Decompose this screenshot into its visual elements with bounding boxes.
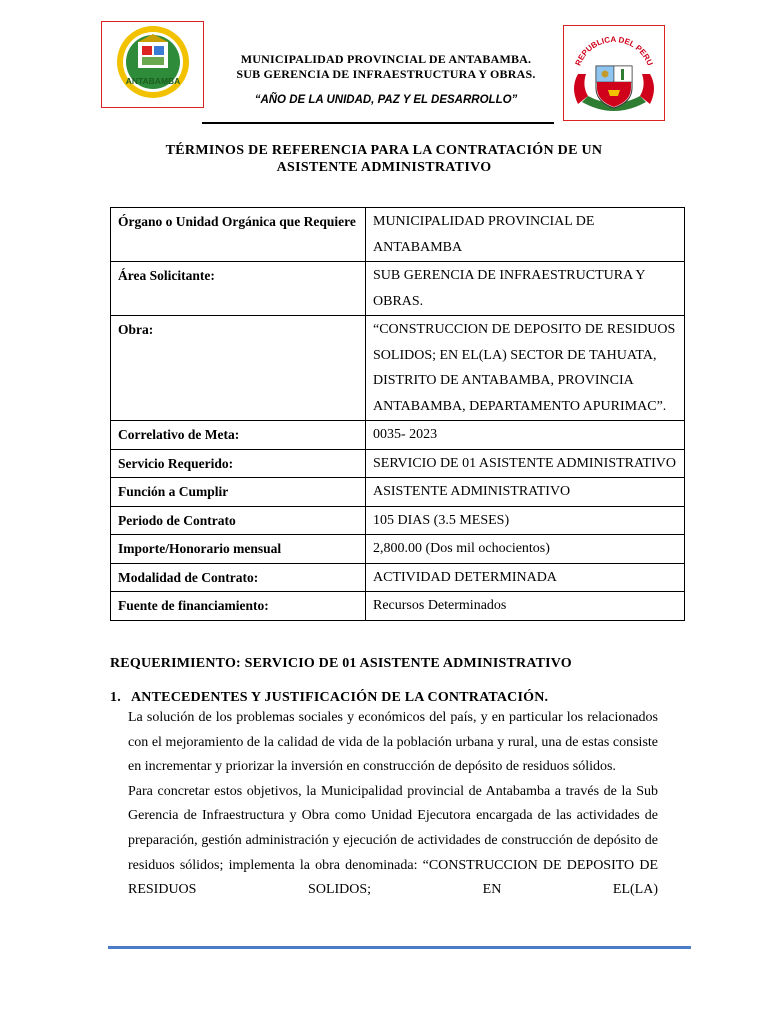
table-value: MUNICIPALIDAD PROVINCIAL DE ANTABAMBA [366, 208, 685, 262]
paragraph-2: Para concretar estos objetivos, la Municipalidad provincial de Antabamba a través de la Sub Gerencia de Infraestructura y Obra como Unidad Ejecutora encargada de las actividades de preparación, gestión administración y ejecución de actividades de construcción de depósito de residuos sólidos; implementa la obra denominada: “CONSTRUCCION DE DEPOSITO DE RESIDUOS SOLIDOS; EN EL(LA) [128, 783, 658, 898]
section-1-heading [110, 690, 548, 706]
document-header [208, 52, 564, 106]
peru-coat-of-arms [563, 25, 665, 121]
table-key: Correlativo de Meta: [111, 421, 366, 450]
section-title: ANTECEDENTES Y JUSTIFICACIÓN DE LA CONTRATACIÓN. [131, 690, 549, 705]
table-key: Fuente de financiamiento: [111, 592, 366, 621]
table-value: Recursos Determinados [366, 592, 685, 621]
antabamba-seal-icon [102, 22, 203, 107]
table-value: ACTIVIDAD DETERMINADA [366, 563, 685, 592]
table-value: “CONSTRUCCION DE DEPOSITO DE RESIDUOS SOLIDOS; EN EL(LA) SECTOR DE TAHUATA, DISTRITO DE ANTABAMBA, PROVINCIA ANTABAMBA, DEPARTAMENTO APURIMAC”. [366, 316, 685, 421]
header-motto: “AÑO DE LA UNIDAD, PAZ Y EL DESARROLLO” [254, 94, 518, 106]
table-row [111, 592, 685, 621]
document-title [120, 142, 648, 176]
section-number: 1. [110, 690, 121, 705]
logo-right-text: REPUBLICA DEL PERU [573, 34, 655, 68]
logo-left-text: ANTABAMBA [125, 76, 181, 86]
table-row [111, 421, 685, 450]
section-1-body [128, 706, 658, 903]
table-key: Importe/Honorario mensual [111, 535, 366, 564]
table-row [111, 262, 685, 316]
table-key: Periodo de Contrato [111, 506, 366, 535]
header-department: SUB GERENCIA DE INFRAESTRUCTURA Y OBRAS. [236, 67, 536, 81]
coat-of-arms-icon [564, 26, 664, 120]
municipal-logo [101, 21, 204, 108]
table-key: Modalidad de Contrato: [111, 563, 366, 592]
table-key: Servicio Requerido: [111, 449, 366, 478]
table-row [111, 563, 685, 592]
table-value: ASISTENTE ADMINISTRATIVO [366, 478, 685, 507]
table-value: 105 DIAS (3.5 MESES) [366, 506, 685, 535]
table-value: SUB GERENCIA DE INFRAESTRUCTURA Y OBRAS. [366, 262, 685, 316]
svg-text:REPUBLICA DEL PERU [573, 35, 654, 67]
table-row [111, 478, 685, 507]
footer-divider [108, 946, 691, 949]
table-value: 0035- 2023 [366, 421, 685, 450]
paragraph-1: La solución de los problemas sociales y económicos del país, y en particular los relacionados con el mejoramiento de la calidad de vida de la población urbana y rural, una de estas consiste en incrementar y priorizar la inversión en construcción de depósito de residuos sólidos. [128, 710, 658, 775]
table-row [111, 208, 685, 262]
table-row [111, 316, 685, 421]
table-value: SERVICIO DE 01 ASISTENTE ADMINISTRATIVO [366, 449, 685, 478]
table-row [111, 449, 685, 478]
table-value: 2,800.00 (Dos mil ochocientos) [366, 535, 685, 564]
table-key: Función a Cumplir [111, 478, 366, 507]
table-key: Área Solicitante: [111, 262, 366, 316]
table-row [111, 535, 685, 564]
title-line-1: TÉRMINOS DE REFERENCIA PARA LA CONTRATACIÓN DE UN [165, 143, 603, 158]
header-divider [202, 122, 554, 124]
title-line-2: ASISTENTE ADMINISTRATIVO [276, 160, 492, 175]
table-key: Órgano o Unidad Orgánica que Requiere [111, 208, 366, 262]
requirement-heading: REQUERIMIENTO: SERVICIO DE 01 ASISTENTE ADMINISTRATIVO [110, 656, 572, 671]
table-key: Obra: [111, 316, 366, 421]
terms-table [110, 207, 685, 621]
table-row [111, 506, 685, 535]
header-institution: MUNICIPALIDAD PROVINCIAL DE ANTABAMBA. [240, 52, 532, 66]
